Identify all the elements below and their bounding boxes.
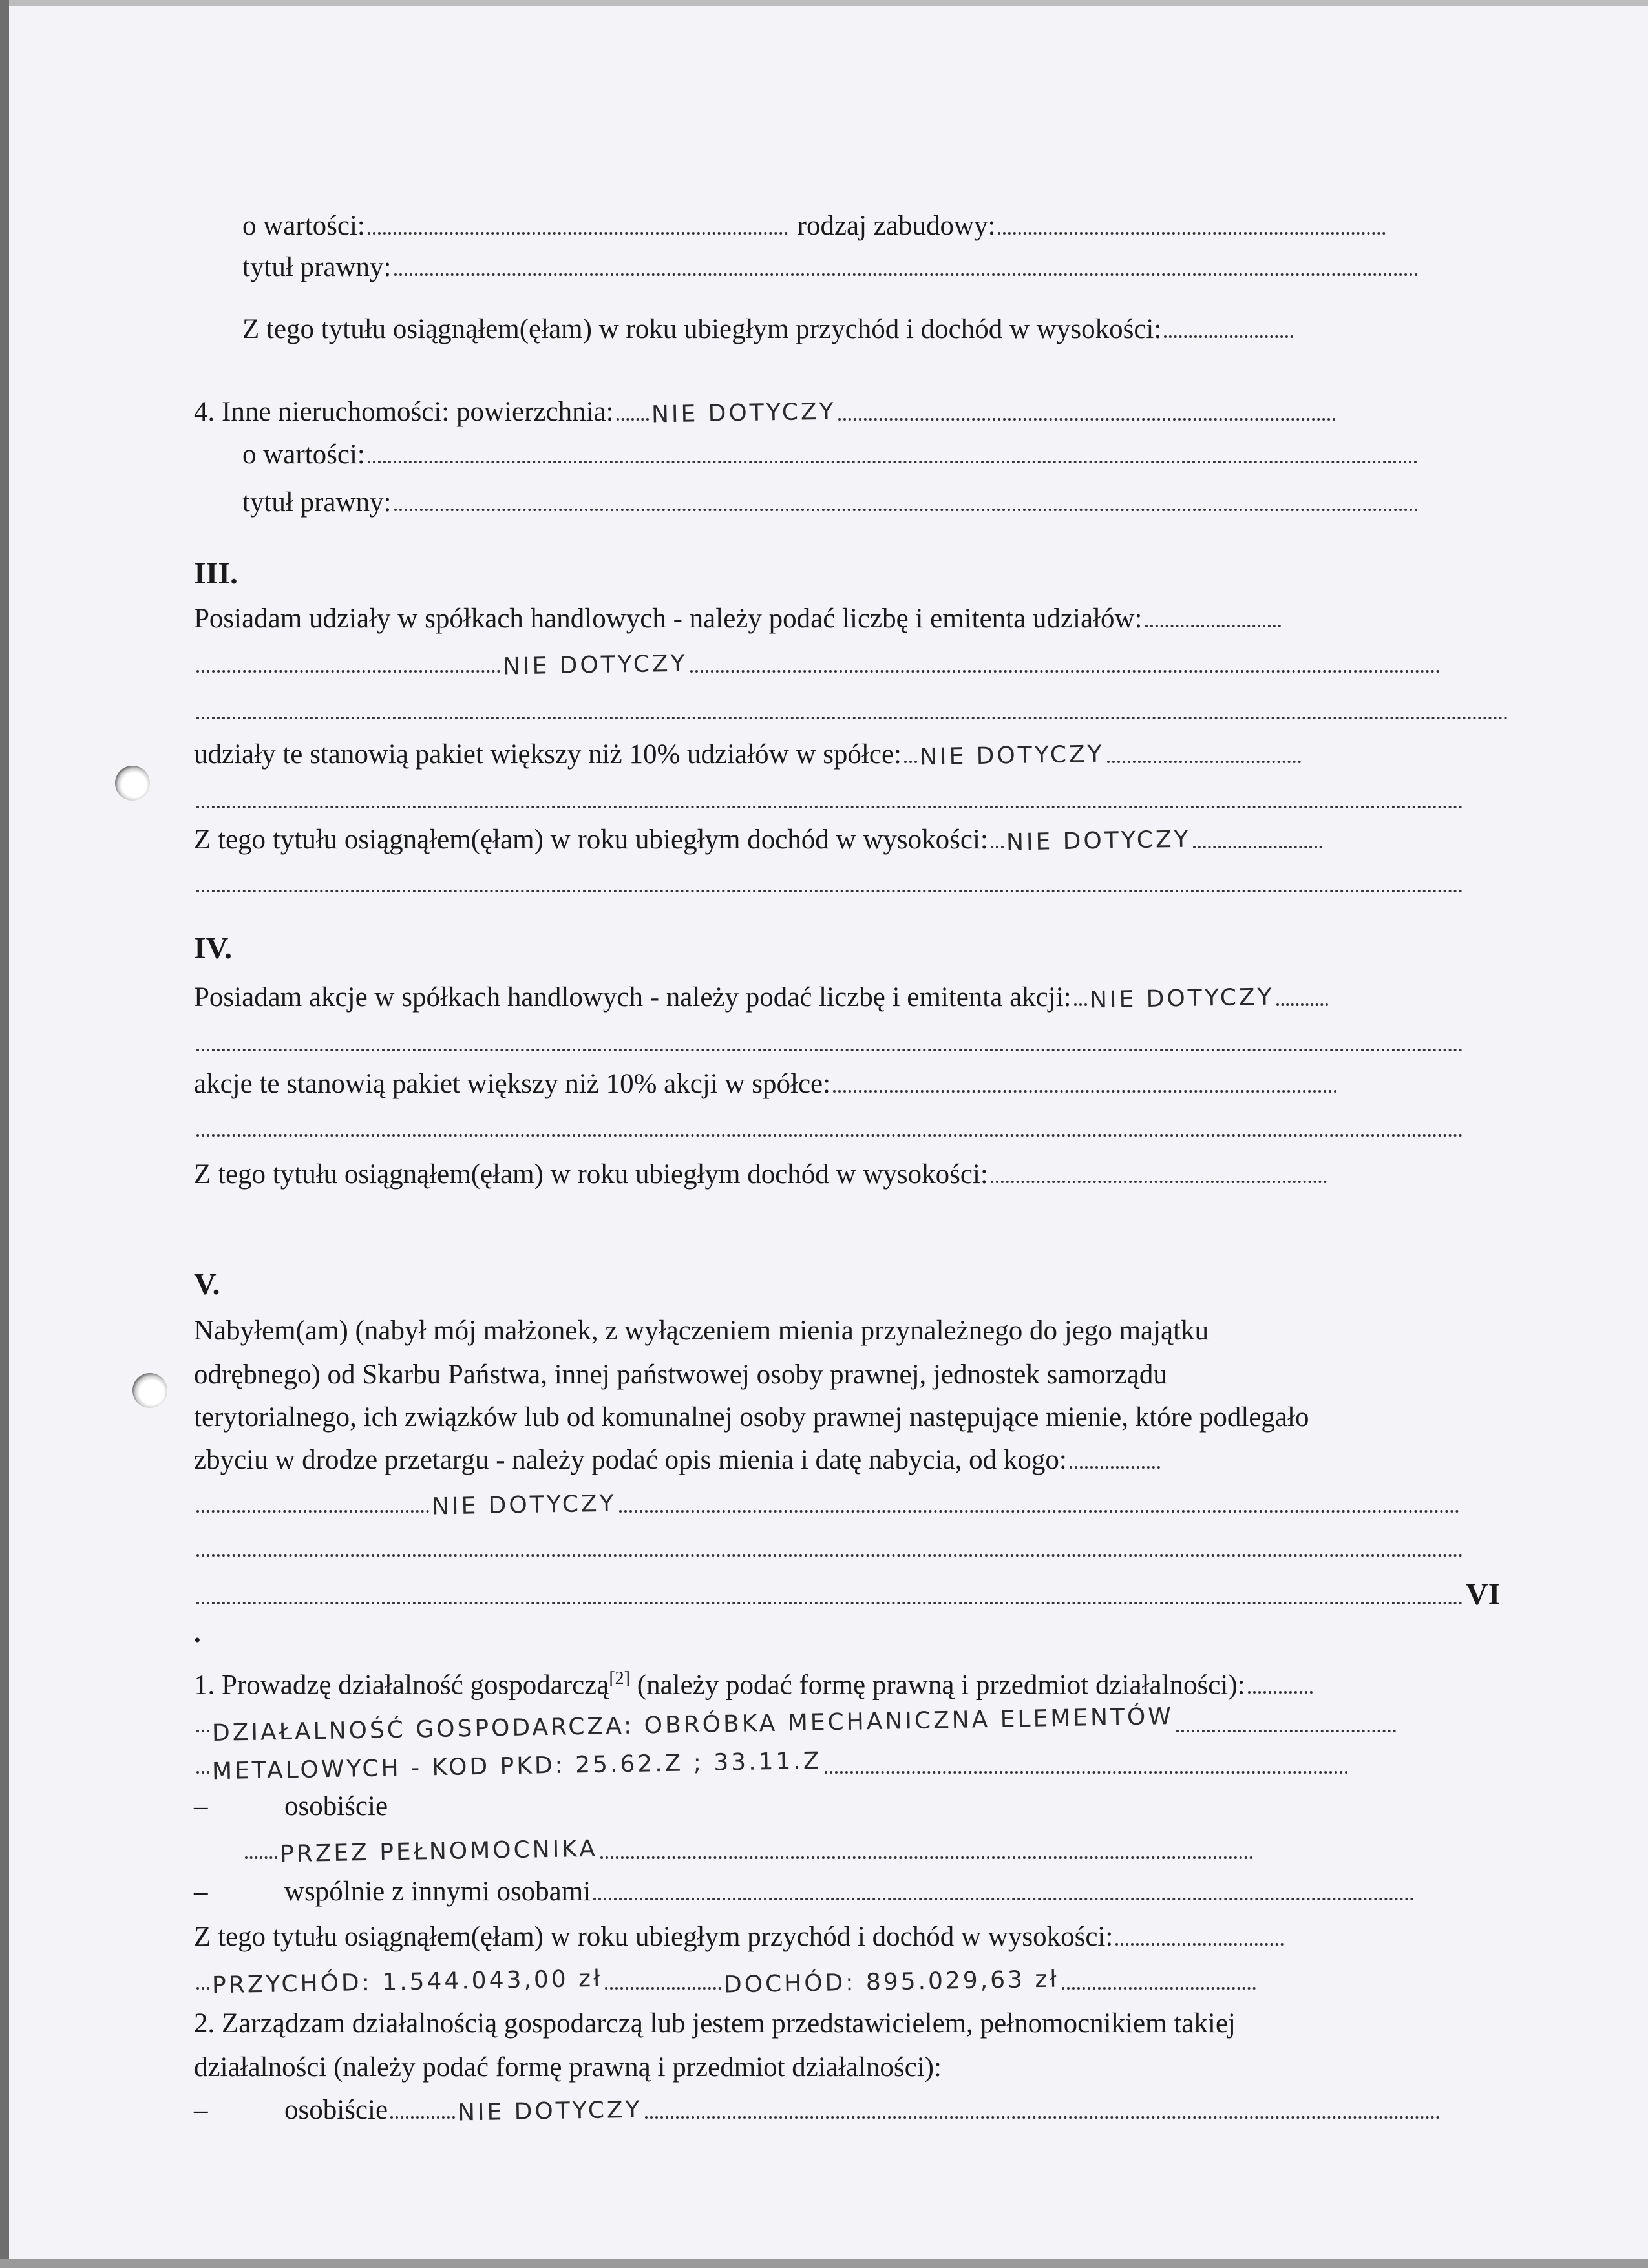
business-text: (należy podać formę prawną i przedmiot działalności): [630,1670,1245,1701]
fill-line [196,662,500,673]
label-personally: osobiście [284,2095,388,2125]
section-heading-vi: VI [1466,1577,1501,1612]
acquisition-prompt-line [194,1442,1163,1478]
acquisition-text: odrębnego) od Skarbu Państwa, innej państwowej osoby prawnej, jednostek samorządu [194,1360,1167,1390]
blank-line [194,1110,1466,1146]
scan-edge-top [0,0,1648,6]
fill-line [833,1082,1337,1093]
management-personally-line [194,2092,1442,2130]
handwritten-by-proxy: PRZEZ PEŁNOMOCNIKA [279,1835,598,1868]
fill-line [1176,1722,1396,1732]
business-answer-line-2 [194,1747,1351,1785]
management-text: 2. Zarządzam działalnością gospodarczą lub jestem przedstawicielem, pełnomocnikiem takiej [194,2008,1236,2039]
punch-hole-bottom [132,1373,167,1408]
shares-income-line [194,822,1325,859]
label-legal-title: tytuł prawny: [242,487,392,518]
fill-line [394,266,1419,276]
stocks-income-text: Z tego tytułu osiągnąłem(ęłam) w roku ubiegłym dochód w wysokości: [194,1159,988,1190]
section-heading-v: V. [194,1267,220,1301]
fill-line [196,709,1508,719]
fill-line [394,501,1419,511]
stocks-line [194,980,1331,1017]
fill-line [617,410,649,421]
proxy-line [242,1832,1256,1870]
shares-income-text: Z tego tytułu osiągnąłem(ęłam) w roku ubiegłym dochód w wysokości: [194,824,988,855]
fill-line [825,1763,1348,1774]
acquisition-answer-line [194,1486,1462,1524]
dash: – [194,2095,208,2125]
fill-line [196,1979,209,1990]
fill-line [1062,1979,1256,1990]
blank-line [194,693,1511,729]
acquisition-text: terytorialnego, ich związków lub od komunalnej osoby prawnej następujące mienie, które podlegało [194,1402,1309,1433]
legal-title-line [242,249,1421,286]
handwritten-not-applicable: NIE DOTYCZY [502,650,688,680]
fill-line [196,1126,1463,1137]
business-income-line [194,1919,1286,1955]
stocks-income-line [194,1157,1329,1193]
business-line [194,1661,1315,1703]
value-line [242,208,1388,244]
handwritten-not-applicable: NIE DOTYCZY [919,740,1104,771]
fill-line [1074,996,1087,1006]
fill-line [196,798,1463,808]
fill-line [368,224,788,235]
dash: – [194,1791,208,1822]
fill-line [1145,617,1281,627]
handwritten-not-applicable: NIE DOTYCZY [457,2096,642,2126]
section-dot: . [194,1618,201,1648]
fill-line [196,882,1463,892]
fill-line [690,662,1440,673]
management-text: działalności (należy podać formę prawną i przedmiot działalności): [194,2052,942,2083]
stocks-text: Posiadam akcje w spółkach handlowych - należy podać liczbę i emitenta akcji: [194,982,1072,1013]
shares-package-line [194,737,1304,774]
shares-text: Posiadam udziały w spółkach handlowych - należy podać liczbę i emitenta udziałów: [194,604,1143,634]
section-heading-iii: III. [194,556,238,591]
fill-line [991,1173,1327,1183]
fill-line [1115,1935,1284,1946]
fill-line [196,1546,1463,1557]
business-income-text: Z tego tytułu osiągnąłem(ęłam) w roku ubiegłym przychód i dochód w wysokości: [194,1922,1114,1952]
punch-hole-top [115,766,150,801]
handwritten-not-applicable: NIE DOTYCZY [431,1490,617,1520]
personally-line [194,1789,388,1825]
legal-title-line-2 [242,485,1421,521]
fill-line [1164,328,1293,338]
blank-line [194,1025,1466,1061]
fill-line [998,224,1386,235]
label-personally: osobiście [284,1791,388,1822]
business-text: 1. Prowadzę działalność gospodarczą [194,1670,609,1701]
stocks-package-text: akcje te stanowią pakiet większy niż 10% akcji w spółce: [194,1069,831,1099]
blank-line-end [194,1577,1500,1614]
other-property-line [194,394,1338,432]
income-line [242,311,1296,348]
handwritten-not-applicable: NIE DOTYCZY [1006,826,1191,856]
handwritten-pkd-code: METALOWYCH - KOD PKD: 25.62.Z ; 33.11.Z [211,1747,822,1785]
label-other-property: 4. Inne nieruchomości: [194,397,450,427]
fill-line [245,1849,277,1859]
value-line-2 [242,437,1421,473]
shares-line [194,601,1284,637]
fill-line [838,410,1336,421]
handwritten-profit: DOCHÓD: 895.029,63 zł [723,1966,1060,1999]
jointly-line [194,1874,1417,1910]
fill-line [1276,996,1328,1006]
fill-line [196,1502,429,1513]
fill-line [605,1979,721,1990]
scan-edge-bottom [0,2259,1648,2268]
fill-line [196,1763,209,1774]
handwritten-not-applicable: NIE DOTYCZY [651,398,836,428]
scan-edge-left [0,0,9,2268]
handwritten-business-type: DZIAŁALNOŚĆ GOSPODARCZA: OBRÓBKA MECHANICZNA ELEMENTÓW [211,1703,1174,1747]
section-heading-iv: IV. [194,931,233,965]
business-income-answer-line [194,1963,1258,2000]
fill-line [390,2108,455,2119]
label-income: Z tego tytułu osiągnąłem(ęłam) w roku ubiegłym przychód i dochód w wysokości: [242,314,1162,344]
fill-line [196,1041,1463,1051]
footnote-ref: [2] [609,1668,631,1688]
label-legal-title: tytuł prawny: [242,252,392,282]
label-value: o wartości: [242,439,365,470]
fill-line [1107,753,1301,763]
label-area: powierzchnia: [456,397,614,427]
fill-line [593,1890,1414,1900]
fill-line [1193,838,1322,848]
acquisition-text: Nabyłem(am) (nabył mój małżonek, z wyłączeniem mienia przynależnego do jego majątku [194,1316,1209,1346]
blank-line [194,866,1466,902]
blank-line [194,782,1466,818]
fill-line [1070,1458,1160,1469]
fill-line [600,1849,1253,1859]
fill-line [196,1594,1463,1604]
business-answer-line-1 [194,1703,1399,1747]
handwritten-not-applicable: NIE DOTYCZY [1089,983,1274,1014]
fill-line [991,838,1004,848]
fill-line [196,1722,209,1732]
stocks-package-line [194,1066,1340,1102]
shares-answer-line [194,646,1442,684]
fill-line [368,453,1418,463]
label-value: o wartości: [242,211,365,241]
fill-line [1248,1683,1313,1694]
fill-line [645,2108,1440,2119]
fill-line [619,1502,1459,1513]
handwritten-revenue: PRZYCHÓD: 1.544.043,00 zł [211,1965,603,1999]
label-building-type: rodzaj zabudowy: [797,211,996,241]
fill-line [904,753,917,763]
acquisition-text: zbyciu w drodze przetargu - należy podać opis mienia i datę nabycia, od kogo: [194,1445,1067,1475]
blank-line [194,1530,1466,1566]
dash: – [194,1876,208,1907]
label-jointly: wspólnie z innymi osobami [284,1876,591,1907]
shares-package-text: udziały te stanowią pakiet większy niż 10% udziałów w spółce: [194,739,902,770]
